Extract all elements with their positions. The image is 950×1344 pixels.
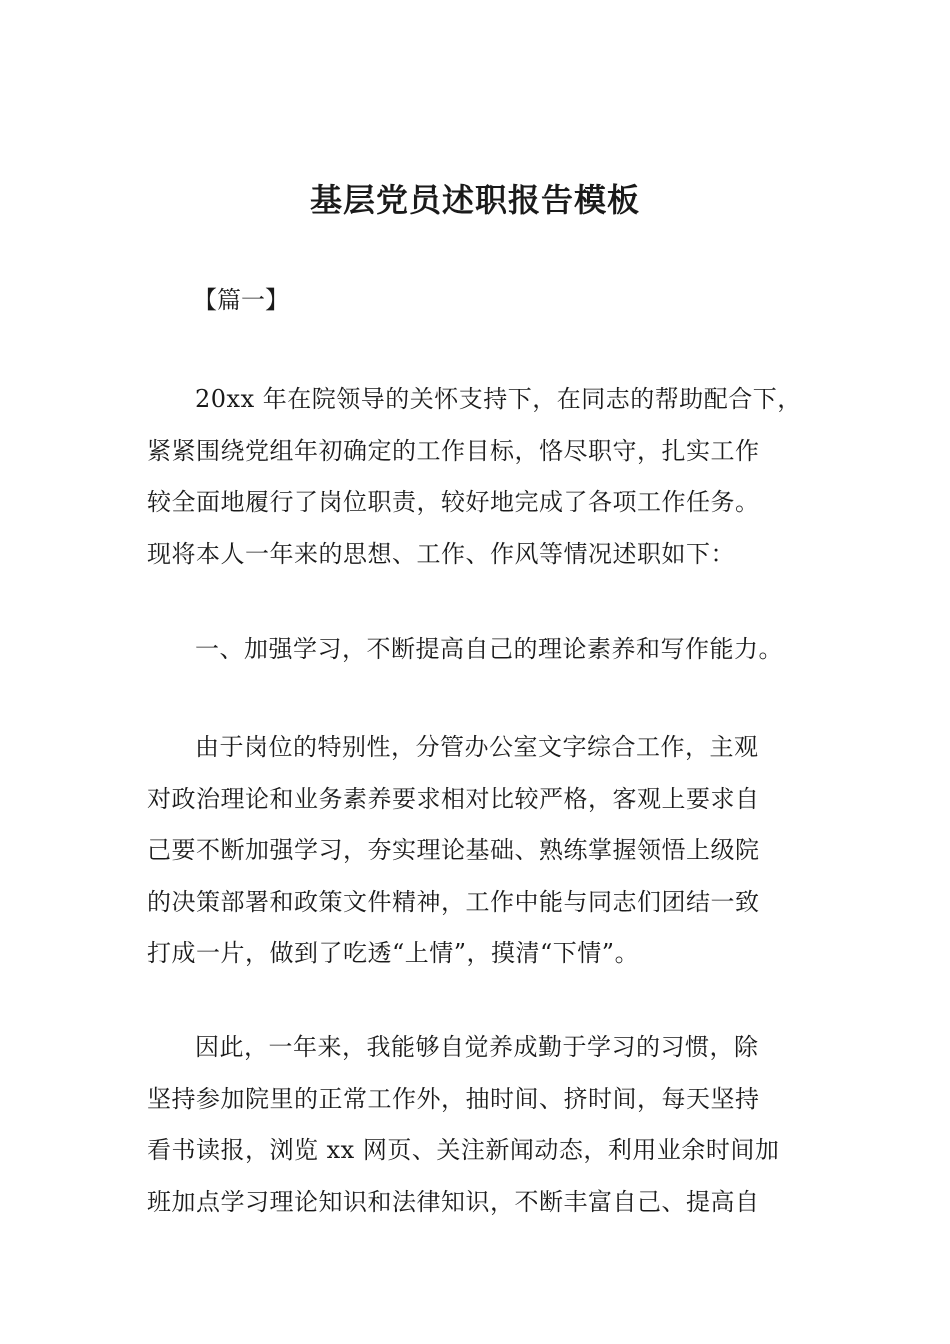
paragraph-line: 由于岗位的特别性，分管办公室文字综合工作，主观 (195, 733, 759, 761)
paragraph-line: 一、加强学习，不断提高自己的理论素养和写作能力。 (195, 635, 783, 663)
paragraph-line: 现将本人一年来的思想、工作、作风等情况述职如下： (147, 539, 735, 568)
paragraph-line: 因此，一年来，我能够自觉养成勤于学习的习惯，除 (195, 1033, 759, 1061)
paragraph-heading-one (147, 624, 807, 676)
paragraph-line: 班加点学习理论知识和法律知识，不断丰富自己、提高自 (147, 1187, 760, 1216)
paragraph-position (147, 722, 807, 980)
paragraph-line: 20xx 年在院领导的关怀支持下，在同志的帮助配合下， (195, 385, 802, 413)
document-title: 基层党员述职报告模板 (309, 181, 640, 219)
paragraph-intro (147, 374, 807, 580)
paragraph-line: 看书读报，浏览 xx 网页、关注新闻动态，利用业余时间加 (147, 1136, 780, 1164)
paragraph-line: 己要不断加强学习，夯实理论基础、熟练掌握领悟上级院 (147, 836, 760, 864)
paragraph-line: 紧紧围绕党组年初确定的工作目标，恪尽职守，扎实工作 (147, 436, 760, 465)
paragraph-study-habit (147, 1022, 807, 1228)
paragraph-line: 对政治理论和业务素养要求相对比较严格，客观上要求自 (147, 784, 760, 813)
section-tag: 【篇一】 (193, 286, 289, 314)
paragraph-line: 较全面地履行了岗位职责，较好地完成了各项工作任务。 (147, 488, 760, 516)
paragraph-line: 的决策部署和政策文件精神，工作中能与同志们团结一致 (147, 887, 760, 916)
paragraph-line: 打成一片，做到了吃透“上情”，摸清“下情”。 (147, 939, 640, 967)
paragraph-line: 坚持参加院里的正常工作外，抽时间、挤时间，每天坚持 (147, 1084, 760, 1113)
